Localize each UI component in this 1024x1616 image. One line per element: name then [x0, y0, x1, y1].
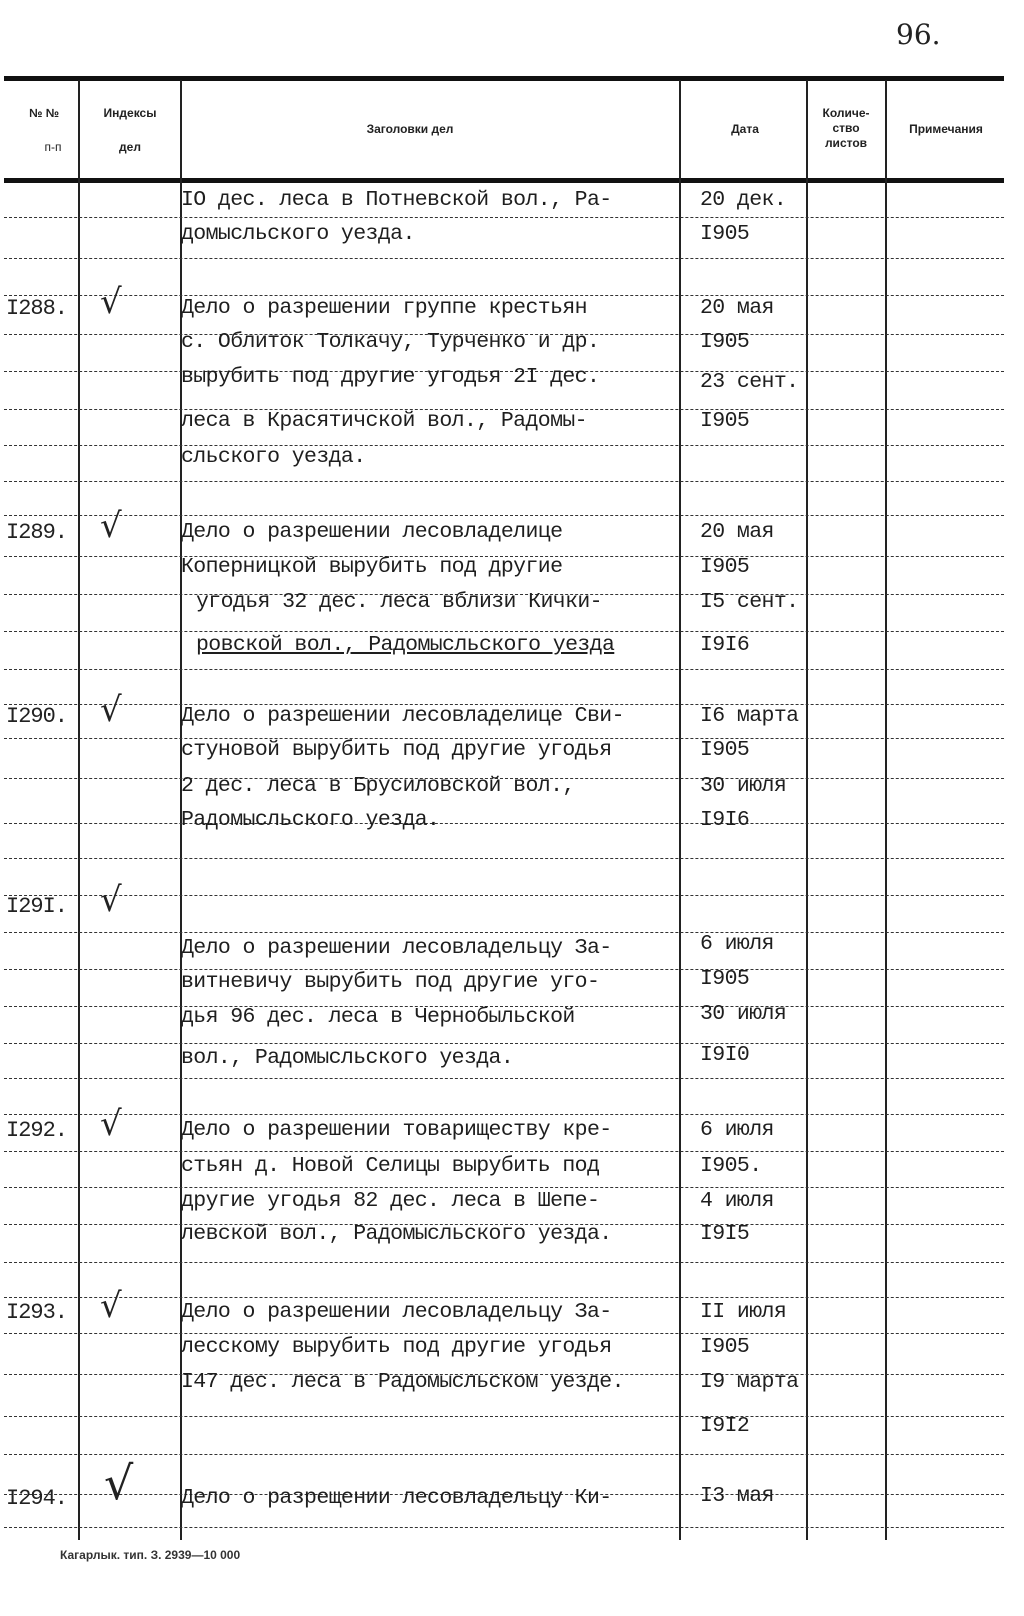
- title-line: другие угодья 82 дес. леса в Шепе-: [181, 1189, 600, 1213]
- checkmark-icon: √: [100, 282, 122, 322]
- title-line: сльского уезда.: [181, 445, 366, 469]
- title-line: угодья 32 дес. леса вблизи Кички-: [196, 590, 602, 614]
- title-line: Дело о разрешении лесовладелице: [181, 520, 563, 544]
- date-line: 4 июля: [700, 1189, 774, 1213]
- title-line: IO дес. леса в Потневской вол., Ра-: [181, 188, 612, 212]
- header-title: Заголовки дел: [366, 122, 454, 136]
- checkmark-icon: √: [104, 1456, 134, 1510]
- header-sheets: Количе-: [822, 106, 870, 120]
- date-line: I905: [700, 967, 750, 991]
- date-line: I9I2: [700, 1414, 750, 1438]
- ruling-line: [4, 1527, 1004, 1528]
- ruling-line: [4, 669, 1004, 670]
- date-line: 30 июля: [700, 1002, 787, 1026]
- header-sheets: листов: [824, 136, 868, 150]
- entry-number: I289.: [6, 520, 68, 545]
- header-date: Дата: [731, 122, 759, 136]
- ruling-line: [4, 1114, 1004, 1115]
- date-line: 23 сент.: [700, 370, 799, 394]
- title-line: витневичу вырубить под другие уго-: [181, 970, 600, 994]
- checkmark-icon: √: [100, 880, 122, 920]
- date-line: 20 дек.: [700, 188, 787, 212]
- date-line: I905: [700, 222, 750, 246]
- date-line: I3 мая: [700, 1484, 774, 1508]
- date-line: 20 мая: [700, 296, 774, 320]
- date-line: 6 июля: [700, 1118, 774, 1142]
- date-line: I905.: [700, 1154, 762, 1178]
- header-number-sub: п-п: [44, 140, 62, 154]
- title-line: стьян д. Новой Селицы вырубить под: [181, 1154, 600, 1178]
- entry-number: I293.: [6, 1300, 68, 1325]
- ruling-line: [4, 481, 1004, 482]
- table-top-rule: [4, 76, 1004, 81]
- header-number: № №: [28, 106, 60, 120]
- checkmark-icon: √: [100, 1286, 122, 1326]
- ruling-line: [4, 1151, 1004, 1152]
- column-divider: [806, 80, 808, 1540]
- header-notes: Примечания: [909, 122, 983, 136]
- title-line: ровской вол., Радомысльского уезда: [196, 633, 615, 657]
- date-line: I905: [700, 409, 750, 433]
- title-line: Дело о разрешении лесовладелице Сви-: [181, 704, 624, 728]
- title-line: стуновой вырубить под другие угодья: [181, 738, 612, 762]
- ruling-line: [4, 1333, 1004, 1334]
- header-index: Индексы: [103, 106, 157, 120]
- date-line: I9I6: [700, 808, 750, 832]
- entry-number: I290.: [6, 704, 68, 729]
- date-line: I905: [700, 330, 750, 354]
- title-line: 2 дес. леса в Брусиловской вол.,: [181, 774, 575, 798]
- date-line: I6 марта: [700, 704, 799, 728]
- header-index-sub: дел: [119, 140, 141, 154]
- column-divider: [78, 80, 80, 1540]
- title-line: Дело о разрещении лесовладельцу Ки-: [181, 1486, 612, 1510]
- date-line: II июля: [700, 1300, 787, 1324]
- checkmark-icon: √: [100, 1104, 122, 1144]
- ruling-line: [4, 515, 1004, 516]
- printer-imprint: Кагарлык. тип. З. 2939—10 000: [60, 1548, 241, 1562]
- date-line: I9I5: [700, 1222, 750, 1246]
- entry-number: I292.: [6, 1118, 68, 1143]
- date-line: 30 июля: [700, 774, 787, 798]
- title-line: вырубить под другие угодья 2I дес.: [181, 365, 600, 389]
- title-line: леса в Красятичской вол., Радомы-: [181, 409, 587, 433]
- date-line: I905: [700, 555, 750, 579]
- ruling-line: [4, 1262, 1004, 1263]
- ruling-line: [4, 1187, 1004, 1188]
- ruling-line: [4, 258, 1004, 259]
- page-number: 96.: [896, 18, 941, 51]
- ruling-line: [4, 1416, 1004, 1417]
- ruling-line: [4, 631, 1004, 632]
- ruling-line: [4, 932, 1004, 933]
- date-line: I5 сент.: [700, 590, 799, 614]
- title-line: Дело о разрешении лесовладельцу За-: [181, 936, 612, 960]
- entry-number: I29I.: [6, 894, 68, 919]
- checkmark-icon: √: [100, 506, 122, 546]
- title-line: Коперницкой вырубить под другие: [181, 555, 563, 579]
- title-line: I47 дес. леса в Радомысльском уезде.: [181, 1370, 624, 1394]
- title-line: вол., Радомысльского уезда.: [181, 1046, 514, 1070]
- title-line: с. Облиток Толкачу, Турченко и др.: [181, 330, 600, 354]
- title-line: Дело о разрешении лесовладельцу За-: [181, 1300, 612, 1324]
- header-sheets: ство: [832, 121, 860, 135]
- ruling-line: [4, 1043, 1004, 1044]
- date-line: I905: [700, 1335, 750, 1359]
- date-line: I905: [700, 738, 750, 762]
- ruling-line: [4, 217, 1004, 218]
- ruling-line: [4, 1454, 1004, 1455]
- title-line: Радомысльского уезда.: [181, 808, 440, 832]
- header-bottom-rule: [4, 178, 1004, 183]
- title-line: левской вол., Радомысльского уезда.: [181, 1222, 612, 1246]
- date-line: I9 марта: [700, 1370, 799, 1394]
- date-line: 20 мая: [700, 520, 774, 544]
- title-line: лесскому вырубить под другие угодья: [181, 1335, 612, 1359]
- title-line: Дело о разрешении группе крестьян: [181, 296, 587, 320]
- ruling-line: [4, 1078, 1004, 1079]
- checkmark-icon: √: [100, 690, 122, 730]
- date-line: 6 июля: [700, 932, 774, 956]
- title-line: Дело о разрешении товариществу кре-: [181, 1118, 612, 1142]
- ruling-line: [4, 1297, 1004, 1298]
- title-line: домысльского уезда.: [181, 222, 415, 246]
- title-line: дья 96 дес. леса в Чернобыльской: [181, 1005, 575, 1029]
- entry-number: I294.: [6, 1486, 68, 1511]
- ruling-line: [4, 858, 1004, 859]
- column-divider: [885, 80, 887, 1540]
- date-line: I9I6: [700, 633, 750, 657]
- column-divider: [679, 80, 681, 1540]
- entry-number: I288.: [6, 296, 68, 321]
- date-line: I9I0: [700, 1043, 750, 1067]
- ruling-line: [4, 895, 1004, 896]
